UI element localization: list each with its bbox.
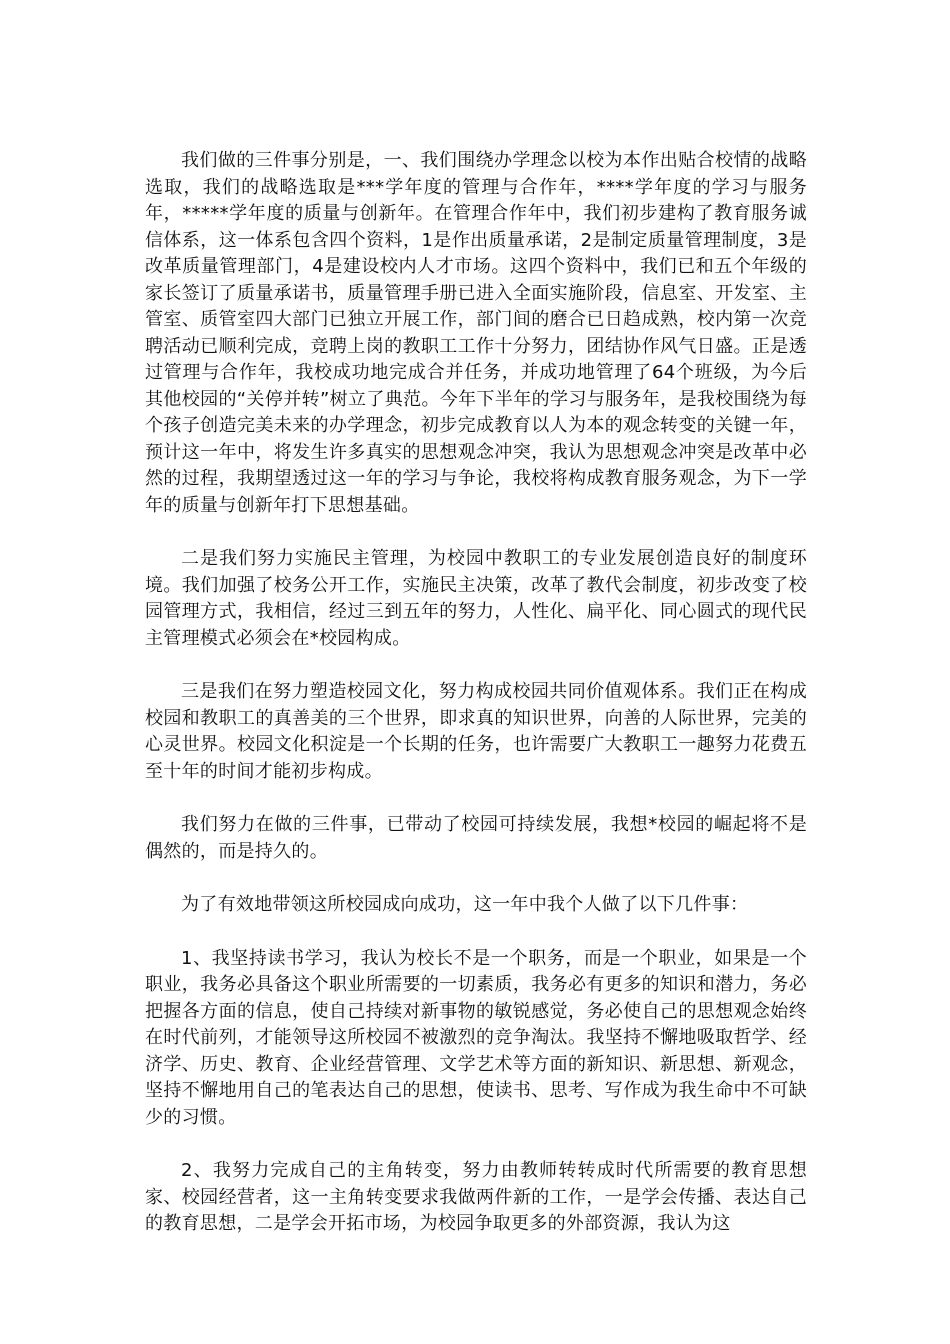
paragraph-role-transformation: 2、我努力完成自己的主角转变，努力由教师转转成时代所需要的教育思想家、校园经营者，这一主角转变要求我做两件新的工作，一是学会传播、表达自己的教育思想，二是学会开拓市场，为校园争取更多的外部资源，我认为这 [145,1160,807,1234]
paragraph-personal-intro: 为了有效地带领这所校园成向成功，这一年中我个人做了以下几件事： [181,894,749,915]
paragraph-sustainable-development: 我们努力在做的三件事，已带动了校园可持续发展，我想*校园的崛起将不是偶然的，而是持久的。 [145,814,807,862]
paragraph-campus-culture: 三是我们在努力塑造校园文化，努力构成校园共同价值观体系。我们正在构成校园和教职工的真善美的三个世界，即求真的知识世界，向善的人际世界，完美的心灵世界。校园文化积淀是一个长期的任务，也许需要广大教职工一趣努力花费五至十年的时间才能初步构成。 [145,681,807,782]
document-page [145,148,807,1238]
paragraph-reading-learning: 1、我坚持读书学习，我认为校长不是一个职务，而是一个职业，如果是一个职业，我务必具备这个职业所需要的一切素质，我务必有更多的知识和潜力，务必把握各方面的信息，使自己持续对新事物的敏锐感觉，务必使自己的思想观念始终在时代前列，才能领导这所校园不被激烈的竞争淘汰。我坚持不懈地吸取哲学、经济学、历史、教育、企业经营管理、文学艺术等方面的新知识、新思想、新观念，坚持不懈地用自己的笔表达自己的思想，使读书、思考、写作成为我生命中不可缺少的习惯。 [145,947,807,1128]
paragraph-three-things: 我们做的三件事分别是，一、我们围绕办学理念以校为本作出贴合校情的战略选取，我们的战略选取是***学年度的管理与合作年，****学年度的学习与服务年，*****学年度的质量与创新年。在管理合作年中，我们初步建构了教育服务诚信体系，这一体系包含四个资料，1是作出质量承诺，2是制定质量管理制度，3是改革质量管理部门，4是建设校内人才市场。这四个资料中，我们已和五个年级的家长签订了质量承诺书，质量管理手册已进入全面实施阶段，信息室、开发室、主管室、质管室四大部门已独立开展工作，部门间的磨合已日趋成熟，校内第一次竞聘活动已顺利完成，竞聘上岗的教职工工作十分努力，团结协作风气日盛。正是透过管理与合作年，我校成功地完成合并任务，并成功地管理了64个班级，为今后其他校园的“关停并转”树立了典范。今年下半年的学习与服务年，是我校围绕为每个孩子创造完美未来的办学理念，初步完成教育以人为本的观念转变的关键一年，预计这一年中，将发生许多真实的思想观念冲突，我认为思想观念冲突是改革中必然的过程，我期望透过这一年的学习与争论，我校将构成教育服务观念，为下一学年的质量与创新年打下思想基础。 [145,150,807,516]
paragraph-democratic-management: 二是我们努力实施民主管理，为校园中教职工的专业发展创造良好的制度环境。我们加强了校务公开工作，实施民主决策，改革了教代会制度，初步改变了校园管理方式，我相信，经过三到五年的努力，人性化、扁平化、同心圆式的现代民主管理模式必须会在*校园构成。 [145,548,807,649]
